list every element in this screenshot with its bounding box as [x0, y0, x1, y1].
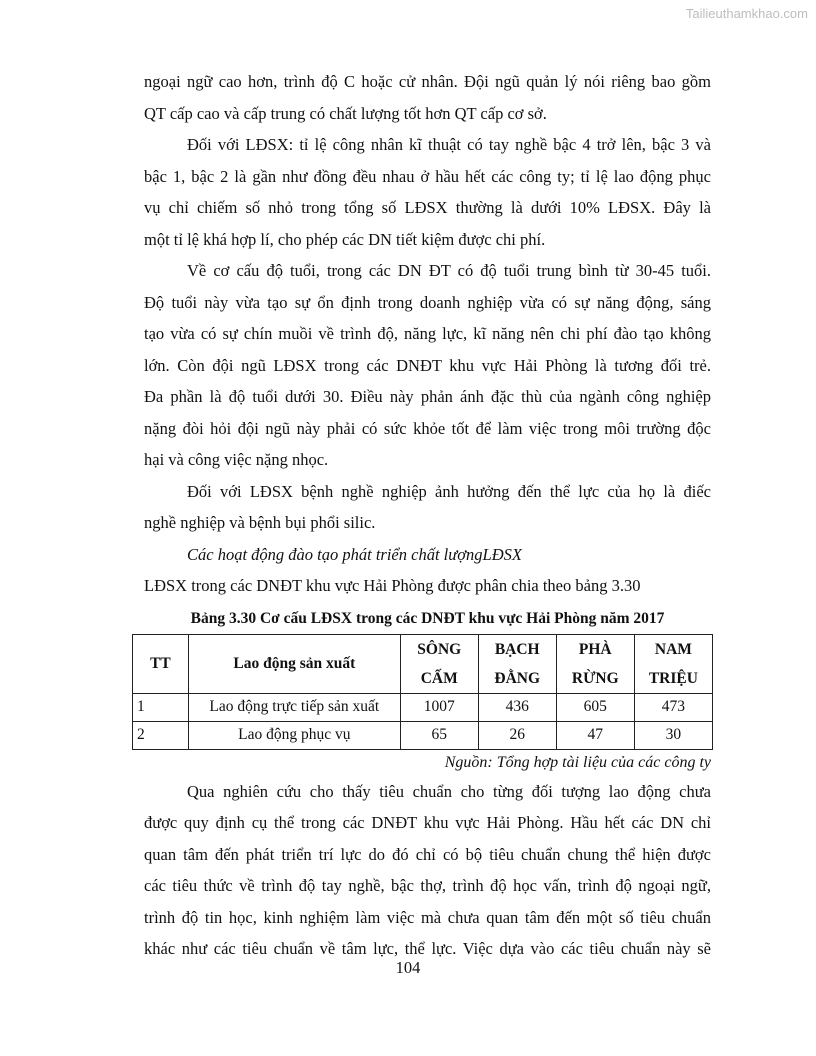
- section-heading: Các hoạt động đào tạo phát triển chất lượngLĐSX: [187, 544, 522, 564]
- text-line: bậc 1, bậc 2 là gần như đồng đều nhau ở hầu hết các công ty; tỉ lệ lao động phục: [144, 166, 711, 186]
- text-line: Đối với LĐSX bệnh nghề nghiệp ảnh hưởng đến thể lực của họ là điếc: [187, 481, 711, 501]
- cell-pha-rung: 605: [556, 693, 634, 721]
- table-intro: LĐSX trong các DNĐT khu vực Hải Phòng được phân chia theo bảng 3.30: [144, 576, 641, 595]
- table-header-row: [133, 634, 713, 693]
- text-line: Độ tuổi này vừa tạo sự ổn định trong doanh nghiệp vừa có sự năng động, sáng: [144, 292, 711, 312]
- header-tt: TT: [133, 634, 189, 693]
- cell-labor: Lao động phục vụ: [188, 721, 400, 749]
- page-content: [137, 66, 711, 965]
- text-line: được quy định cụ thể trong các DNĐT khu vực Hải Phòng. Hầu hết các DN chỉ: [144, 813, 711, 832]
- text-line: các tiêu thức về trình độ tay nghề, bậc thợ, trình độ học vấn, trình độ ngoại ngữ,: [144, 876, 711, 895]
- header-nam-trieu: NAM TRIỆU: [634, 634, 712, 693]
- table-source: Nguồn: Tổng hợp tài liệu của các công ty: [444, 753, 711, 771]
- table-caption: Bảng 3.30 Cơ cấu LĐSX trong các DNĐT khu vực Hải Phòng năm 2017: [190, 609, 665, 627]
- header-song-cam: SÔNG CẤM: [400, 634, 478, 693]
- cell-pha-rung: 47: [556, 721, 634, 749]
- cell-nam-trieu: 30: [634, 721, 712, 749]
- text-line: hại và công việc nặng nhọc.: [144, 450, 329, 469]
- text-line: tạo vừa có sự chín muồi về trình độ, năng lực, kĩ năng nên chi phí đào tạo không: [144, 324, 711, 343]
- text-line: Qua nghiên cứu cho thấy tiêu chuẩn cho từng đối tượng lao động chưa: [187, 781, 711, 801]
- header-pha-rung: PHÀ RỪNG: [556, 634, 634, 693]
- text-line: QT cấp cao và cấp trung có chất lượng tốt hơn QT cấp cơ sở.: [144, 103, 547, 123]
- cell-song-cam: 1007: [400, 693, 478, 721]
- header-labor: Lao động sản xuất: [188, 634, 400, 693]
- text-line: vụ chỉ chiếm số nhỏ trong tổng số LĐSX thường là dưới 10% LĐSX. Đây là: [144, 198, 711, 217]
- text-line: Về cơ cấu độ tuổi, trong các DN ĐT có độ tuổi trung bình từ 30-45 tuổi.: [187, 261, 711, 280]
- text-line: trình độ tin học, kinh nghiệm làm việc mà chưa quan tâm đến một số tiêu chuẩn: [144, 907, 711, 927]
- labor-structure-table: [132, 634, 713, 750]
- text-line: nặng đòi hỏi đội ngũ này phải có sức khỏe tốt để làm việc trong môi trường độc: [144, 418, 711, 438]
- cell-song-cam: 65: [400, 721, 478, 749]
- header-bach-dang: BẠCH ĐẰNG: [478, 634, 556, 693]
- page-number: 104: [395, 958, 421, 977]
- cell-bach-dang: 26: [478, 721, 556, 749]
- cell-labor: Lao động trực tiếp sản xuất: [188, 693, 400, 721]
- text-line: một tỉ lệ khá hợp lí, cho phép các DN tiết kiệm được chi phí.: [144, 229, 546, 249]
- table-row: [133, 693, 713, 721]
- cell-bach-dang: 436: [478, 693, 556, 721]
- text-line: khác như các tiêu chuẩn về tâm lực, thể lực. Việc dựa vào các tiêu chuẩn này sẽ: [144, 939, 711, 958]
- text-line: ngoại ngữ cao hơn, trình độ C hoặc cử nhân. Đội ngũ quản lý nói riêng bao gồm: [144, 72, 711, 91]
- text-line: nghề nghiệp và bệnh bụi phổi silic.: [144, 513, 376, 532]
- table-row: [133, 721, 713, 749]
- text-line: Đối với LĐSX: tỉ lệ công nhân kĩ thuật có tay nghề bậc 4 trở lên, bậc 3 và: [187, 135, 711, 154]
- cell-tt: 2: [133, 721, 189, 749]
- watermark: Tailieuthamkhao.com: [685, 6, 808, 21]
- text-line: quan tâm đến phát triển trí lực do đó chỉ có bộ tiêu chuẩn chung thể hiện được: [144, 844, 711, 864]
- cell-nam-trieu: 473: [634, 693, 712, 721]
- cell-tt: 1: [133, 693, 189, 721]
- text-line: lớn. Còn đội ngũ LĐSX trong các DNĐT khu vực Hải Phòng là tương đối trẻ.: [144, 355, 711, 375]
- text-line: Đa phần là độ tuổi dưới 30. Điều này phản ánh đặc thù của ngành công nghiệp: [144, 387, 711, 406]
